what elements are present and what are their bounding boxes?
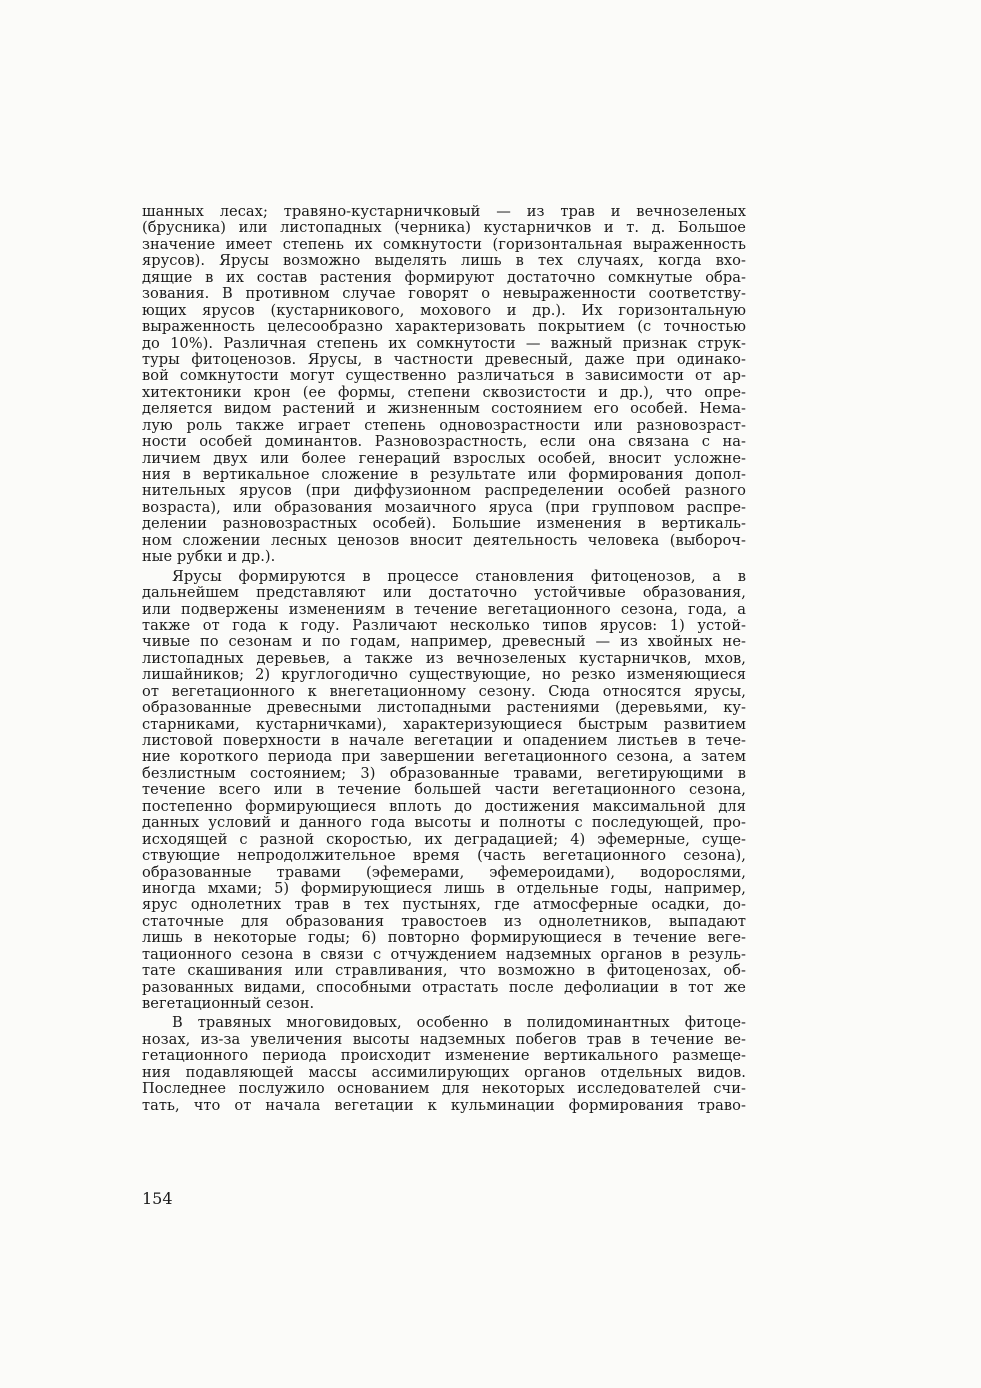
text-line: значение имеет степень их сомкнутости (горизонтальная выраженность (142, 235, 746, 253)
text-line: нительных ярусов (при диффузионном распределении особей разного (142, 482, 746, 500)
text-line: данных условий и данного года высоты и полноты с последующей, про- (142, 814, 746, 832)
text-line: гетационного периода происходит изменение вертикального размеще- (142, 1047, 746, 1065)
text-line: или подвержены изменениям в течение вегетационного сезона, года, а (142, 600, 746, 618)
text-line: выраженность целесообразно характеризовать покрытием (с точностью (142, 318, 746, 336)
text-line: лишайников; 2) круглогодично существующие, но резко изменяющиеся (142, 666, 746, 684)
text-line: чивые по сезонам и по годам, например, древесный — из хвойных не- (142, 633, 746, 651)
text-line: зования. В противном случае говорят о невыраженности соответству- (142, 285, 746, 303)
text-line: тате скашивания или стравливания, что возможно в фитоценозах, об- (142, 962, 746, 980)
text-line: дящие в их состав растения формируют достаточно сомкнутые обра- (142, 268, 746, 286)
text-line: ющих ярусов (кустарникового, мохового и др.). Их горизонтальную (142, 301, 746, 319)
text-line: лишь в некоторые годы; 6) повторно формирующиеся в течение веге- (142, 929, 746, 947)
text-line: туры фитоценозов. Ярусы, в частности древесный, даже при одинако- (142, 350, 746, 368)
text-line: Ярусы формируются в процессе становления фитоценозов, а в (172, 567, 746, 585)
text-line: ния подавляющей массы ассимилирующих органов отдельных видов. (142, 1063, 746, 1081)
text-line: от вегетационного к внегетационному сезону. Сюда относятся ярусы, (142, 682, 746, 700)
text-line: шанных лесах; травяно-кустарничковый — из трав и вечнозеленых (142, 203, 746, 220)
text-line: хитектоники крон (ее формы, степени сквозистости и др.), что опре- (142, 383, 746, 401)
text-line: ном сложении лесных ценозов вносит деятельность человека (выбороч- (142, 531, 746, 549)
text-line: образованные древесными листопадными растениями (деревьями, ку- (142, 699, 746, 717)
text-line: постепенно формирующиеся вплоть до достижения максимальной для (142, 797, 746, 815)
page-text (142, 204, 746, 1114)
text-line: иногда мхами; 5) формирующиеся лишь в отдельные годы, например, (142, 879, 746, 897)
text-line: нозах, из-за увеличения высоты надземных побегов трав в течение ве- (142, 1030, 746, 1048)
text-line: разованных видами, способными отрастать после дефолиации в тот же (142, 978, 746, 996)
text-line: статочные для образования травостоев из однолетников, выпадают (142, 912, 746, 930)
text-line: дальнейшем представляют или достаточно устойчивые образования, (142, 584, 746, 602)
text-line: ные рубки и др.). (142, 548, 276, 566)
text-line: старниками, кустарничками), характеризующиеся быстрым развитием (142, 715, 746, 733)
text-line: лую роль также играет степень одновозрастности или разновозраст- (142, 416, 746, 434)
text-line: исходящей с разной скоростью, их деградацией; 4) эфемерные, суще- (142, 830, 746, 848)
text-line: также от года к году. Различают несколько типов ярусов: 1) устой- (142, 616, 746, 634)
text-line: В травяных многовидовых, особенно в полидоминантных фитоце- (172, 1014, 746, 1032)
text-line: течение всего или в течение большей части вегетационного сезона, (142, 781, 746, 799)
text-line: ярус однолетних трав в тех пустынях, где атмосферные осадки, до- (142, 896, 746, 914)
page-number: 154 (142, 1189, 173, 1208)
text-line: Последнее послужило основанием для некоторых исследователей счи- (142, 1080, 746, 1098)
text-line: образованные травами (эфемерами, эфемероидами), водорослями, (142, 863, 746, 881)
text-line: тать, что от начала вегетации к кульминации формирования траво- (142, 1096, 746, 1114)
text-line: ние короткого периода при завершении вегетационного сезона, а затем (142, 748, 746, 766)
text-line: ности особей доминантов. Разновозрастность, если она связана с на- (142, 433, 746, 451)
text-line: делении разновозрастных особей). Большие изменения в вертикаль- (142, 515, 746, 533)
text-line: ния в вертикальное сложение в результате или формирования допол- (142, 466, 746, 483)
text-line: вой сомкнутости могут существенно различаться в зависимости от ар- (142, 367, 746, 385)
paragraph (142, 1015, 746, 1114)
text-line: до 10%). Различная степень их сомкнутости — важный признак струк- (142, 334, 746, 352)
text-line: листопадных деревьев, а также из вечнозеленых кустарничков, мхов, (142, 649, 746, 667)
text-line: ствующие непродолжительное время (часть вегетационного сезона), (142, 847, 746, 865)
text-line: листовой поверхности в начале вегетации и опадением листьев в тече- (142, 732, 746, 749)
text-line: личием двух или более генераций взрослых особей, вносит усложне- (142, 449, 746, 467)
text-line: деляется видом растений и жизненным состоянием его особей. Нема- (142, 400, 746, 418)
text-line: возраста), или образования мозаичного яруса (при групповом распре- (142, 498, 746, 516)
paragraph (142, 569, 746, 1013)
text-line: (брусника) или листопадных (черника) кустарничков и т. д. Большое (142, 219, 746, 237)
paragraph (142, 204, 746, 566)
text-line: безлистным состоянием; 3) образованные травами, вегетирующими в (142, 764, 746, 782)
text-line: тационного сезона в связи с отчуждением надземных органов в резуль- (142, 945, 746, 963)
text-line: вегетационный сезон. (142, 995, 315, 1012)
text-line: ярусов). Ярусы возможно выделять лишь в тех случаях, когда вхо- (142, 252, 746, 270)
